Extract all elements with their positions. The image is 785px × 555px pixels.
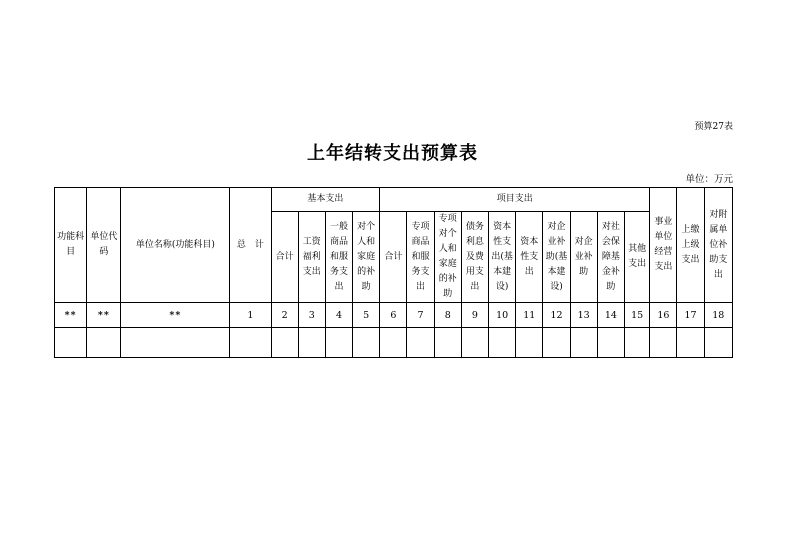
- code-col-14: 14: [597, 303, 624, 328]
- header-upper-label: 上缴 上级 支出: [681, 224, 700, 265]
- code-col-9: 9: [461, 303, 488, 328]
- blank-cell: [434, 328, 461, 358]
- blank-cell: [516, 328, 543, 358]
- header-unit-code: [87, 188, 121, 303]
- code-col-6: 6: [380, 303, 407, 328]
- blank-cell: [353, 328, 380, 358]
- header-business: [650, 188, 677, 303]
- blank-cell: [325, 328, 352, 358]
- blank-cell: [55, 328, 87, 358]
- header-basic-subsidy: 对个 人和 家庭 的补 助: [353, 212, 380, 303]
- header-func-subject: [55, 188, 87, 303]
- blank-cell: [624, 328, 649, 358]
- header-project-other: 其他 支出: [624, 212, 649, 303]
- code-col-2: 2: [271, 303, 298, 328]
- form-number: 预算27表: [694, 122, 733, 132]
- header-project-capital: 资本 性支 出: [516, 212, 543, 303]
- header-project-total: 合计: [380, 212, 407, 303]
- code-col-18: 18: [704, 303, 732, 328]
- header-project-enterprise: 对企 业补 助: [570, 212, 597, 303]
- code-col-1: 1: [230, 303, 271, 328]
- code-col-4: 4: [325, 303, 352, 328]
- blank-cell: [489, 328, 516, 358]
- header-project-enterprise-construction: 对企 业补 助(基 本建 设): [543, 212, 570, 303]
- code-unit-code: **: [87, 303, 121, 328]
- code-col-17: 17: [677, 303, 704, 328]
- header-total-label: 总 计: [236, 239, 264, 250]
- header-upper: [677, 188, 704, 303]
- blank-cell: [704, 328, 732, 358]
- budget-table: [54, 187, 733, 358]
- header-func-subject-label: 功能科 目: [57, 232, 85, 257]
- header-basic-group-label: 基本支出: [307, 194, 344, 204]
- code-col-11: 11: [516, 303, 543, 328]
- code-col-7: 7: [407, 303, 434, 328]
- header-basic-goods: 一般 商品 和服 务支 出: [325, 212, 352, 303]
- header-unit-name-label: 单位名称(功能科目): [135, 239, 215, 250]
- blank-cell: [407, 328, 434, 358]
- blank-row: [55, 328, 733, 358]
- header-unit-name: [121, 188, 230, 303]
- header-subsidiary: [704, 188, 732, 303]
- header-project-social-security: 对社 会保 障基 金补 助: [597, 212, 624, 303]
- blank-cell: [570, 328, 597, 358]
- code-row: [55, 303, 733, 328]
- header-project-capital-construction: 资本 性支 出(基 本建 设): [489, 212, 516, 303]
- code-unit-name: **: [121, 303, 230, 328]
- unit-label: 单位：万元: [685, 174, 733, 185]
- code-col-12: 12: [543, 303, 570, 328]
- header-unit-code-label: 单位代 码: [90, 232, 118, 257]
- code-col-16: 16: [650, 303, 677, 328]
- header-total: [230, 188, 271, 303]
- blank-cell: [677, 328, 704, 358]
- header-basic-group: [271, 188, 380, 212]
- blank-cell: [230, 328, 271, 358]
- header-project-goods: 专项 商品 和服 务支 出: [407, 212, 434, 303]
- blank-cell: [121, 328, 230, 358]
- header-business-label: 事业 单位 经营 支出: [654, 217, 673, 272]
- header-project-subsidy: 专项 对个 人和 家庭 的补 助: [434, 212, 461, 303]
- code-col-3: 3: [298, 303, 325, 328]
- blank-cell: [87, 328, 121, 358]
- blank-cell: [271, 328, 298, 358]
- code-func-subject: **: [55, 303, 87, 328]
- blank-cell: [298, 328, 325, 358]
- header-project-group-label: 项目支出: [496, 194, 533, 204]
- header-project-debt: 债务 利息 及费 用支 出: [461, 212, 488, 303]
- blank-cell: [461, 328, 488, 358]
- code-col-8: 8: [434, 303, 461, 328]
- code-col-10: 10: [489, 303, 516, 328]
- header-basic-total: 合计: [271, 212, 298, 303]
- header-basic-wages: 工资 福利 支出: [298, 212, 325, 303]
- blank-cell: [597, 328, 624, 358]
- blank-cell: [543, 328, 570, 358]
- page-title: 上年结转支出预算表: [307, 143, 478, 164]
- code-col-15: 15: [624, 303, 649, 328]
- header-subsidiary-label: 对附 属单 位补 助支 出: [709, 209, 728, 280]
- header-project-group: [380, 188, 650, 212]
- blank-cell: [650, 328, 677, 358]
- code-col-5: 5: [353, 303, 380, 328]
- blank-cell: [380, 328, 407, 358]
- code-col-13: 13: [570, 303, 597, 328]
